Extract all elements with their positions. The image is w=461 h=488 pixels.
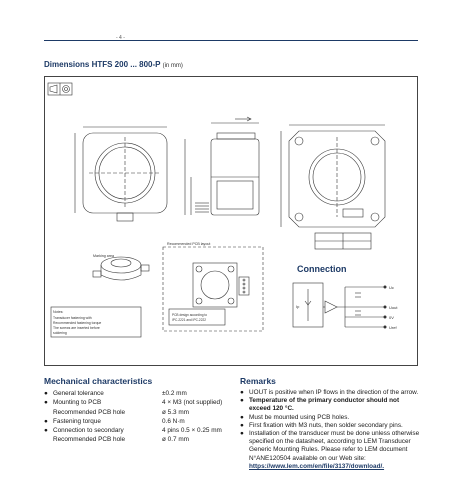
technical-drawing <box>44 76 418 366</box>
mech-item <box>44 426 234 435</box>
mech-label: Recommended PCB hole <box>53 408 126 416</box>
notes-label: Notes: <box>53 310 64 314</box>
remark-text: First fixation with M3 nuts, then solder secondary pins. <box>249 421 403 429</box>
pcb-note-2: IPC-2221 and IPC-2222 <box>172 318 207 322</box>
mech-value: 0.6 N·m <box>162 417 185 425</box>
page-mark: - 4 - <box>116 35 125 41</box>
connection-diagram <box>293 283 386 328</box>
mechanical-list <box>44 389 234 445</box>
mech-label: General tolerance <box>53 390 104 397</box>
remark-item <box>240 397 420 413</box>
pin-label-2: Uout <box>389 305 398 310</box>
dimensions-title <box>44 60 183 69</box>
notes-line-2: Recommended fastening torque <box>53 321 102 325</box>
mech-value: ±0.2 mm <box>162 390 187 397</box>
remark-item <box>240 389 420 397</box>
mech-item <box>44 389 234 398</box>
mech-label: Mounting to PCB <box>53 399 102 407</box>
dimensions-units: (in mm) <box>162 63 183 69</box>
bullet: ● <box>240 397 244 405</box>
remark-item <box>240 422 420 430</box>
current-label: Ip <box>296 304 300 309</box>
remark-item <box>240 430 420 471</box>
remark-text: Installation of the transducer must be done unless otherwise specified on the datasheet, according to LEM Transducer Generic Mounting Rules. Please refer to LEM document N°ANE120504 available on our Web site: <box>249 430 420 462</box>
top-rule <box>44 40 418 41</box>
remarks-title: Remarks <box>240 376 276 386</box>
iso-view <box>93 257 149 280</box>
side-view <box>185 117 259 215</box>
mech-value: 4 pins 0.5 × 0.25 mm <box>162 427 222 435</box>
pin-label-4: Uref <box>389 325 397 330</box>
dimensions-title-text: Dimensions HTFS 200 ... 800-P <box>44 60 161 69</box>
pin-label-3: 0V <box>389 315 394 320</box>
mech-item <box>44 398 234 407</box>
mech-label: Connection to secondary <box>53 427 124 435</box>
notes-line-4: soldering <box>53 331 67 335</box>
bullet: ● <box>240 413 244 421</box>
remark-text: Temperature of the primary conductor should not exceed 120 °C. <box>249 397 400 413</box>
remarks-list <box>240 389 420 471</box>
bullet: ● <box>240 389 244 396</box>
lem-download-link[interactable]: https://www.lem.com/en/file/3137/download/. <box>249 462 385 470</box>
mech-item <box>44 408 234 417</box>
mech-item <box>44 417 234 426</box>
remark-text: UOUT is positive when IP flows in the direction of the arrow. <box>249 389 419 396</box>
marking-area-label: Marking area <box>93 254 114 258</box>
right-view <box>281 125 385 227</box>
mech-item <box>44 435 234 444</box>
bullet: ● <box>240 430 244 438</box>
pcb-layout-label: Recommended PCB layout <box>167 242 211 246</box>
mech-label: Recommended PCB hole <box>53 436 126 444</box>
mech-label: Fastening torque <box>53 417 101 425</box>
notes-line-3: The screws are inserted before <box>53 326 100 330</box>
remark-item <box>240 414 420 422</box>
notes-line-1: Transducer fastening with <box>53 316 92 320</box>
pin-label-1: Uc <box>389 285 394 290</box>
pcb-note-1: PCB design according to <box>172 313 208 317</box>
mech-value: 4 × M3 (not supplied) <box>162 399 223 407</box>
mech-value: ø 5.3 mm <box>162 408 189 416</box>
bullet: ● <box>44 427 48 435</box>
bullet: ● <box>44 399 48 407</box>
bullet: ● <box>44 390 48 397</box>
drawing-svg <box>45 77 419 367</box>
connection-title: Connection <box>297 264 347 274</box>
mechanical-title: Mechanical characteristics <box>44 376 153 386</box>
mech-value: ø 0.7 mm <box>162 436 189 444</box>
remark-text: Must be mounted using PCB holes. <box>249 413 350 421</box>
bullet: ● <box>240 421 244 429</box>
bullet: ● <box>44 417 48 425</box>
front-view <box>75 127 167 221</box>
